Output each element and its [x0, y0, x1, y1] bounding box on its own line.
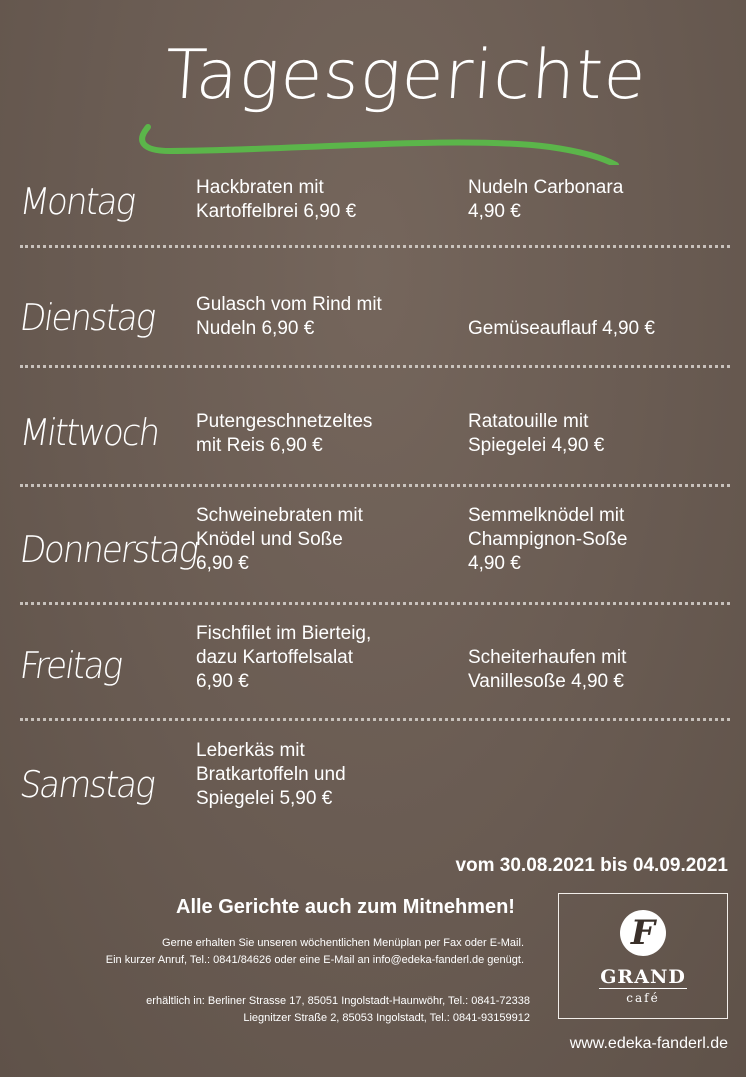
green-swoosh: [130, 85, 630, 165]
dish-main-line: Fischfilet im Bierteig,: [196, 623, 372, 644]
dish-main-line: dazu Kartoffelsalat: [196, 647, 354, 668]
info-line-1: Gerne erhalten Sie unseren wöchentlichen Menüplan per Fax oder E-Mail.: [162, 937, 524, 949]
dish-vegetarian: [468, 504, 728, 576]
dotted-divider: [20, 718, 730, 721]
dish-main-line: Hackbraten mit: [196, 177, 324, 198]
logo-emblem-icon: F: [620, 910, 666, 956]
dish-vegetarian: [468, 176, 728, 224]
dish-vegetarian-line: Semmelknödel mit: [468, 505, 625, 526]
grand-cafe-logo: [558, 893, 728, 1019]
dish-main-line: Kartoffelbrei 6,90 €: [196, 201, 357, 222]
info-block: [44, 935, 524, 969]
day-name: Freitag: [16, 644, 125, 688]
dish-main-line: Putengeschnetzeltes: [196, 411, 373, 432]
dish-vegetarian-line: Champignon-Soße: [468, 529, 628, 550]
dish-main: [196, 176, 446, 224]
dish-main-line: 6,90 €: [196, 671, 249, 692]
day-name: Dienstag: [16, 296, 158, 340]
dish-vegetarian-line: 4,90 €: [468, 553, 521, 574]
dish-main: [196, 504, 446, 576]
dotted-divider: [20, 245, 730, 248]
address-block: [10, 993, 530, 1027]
dish-vegetarian-line: Gemüseauflauf 4,90 €: [468, 318, 655, 339]
logo-subtitle: café: [626, 991, 660, 1005]
address-line-1: erhältlich in: Berliner Strasse 17, 85051 Ingolstadt-Haunwöhr, Tel.: 0841-72338: [146, 995, 530, 1007]
logo-divider: [599, 988, 687, 989]
dish-main-line: Knödel und Soße: [196, 529, 343, 550]
dish-vegetarian-line: Nudeln Carbonara: [468, 177, 624, 198]
dotted-divider: [20, 602, 730, 605]
dotted-divider: [20, 484, 730, 487]
day-name: Donnerstag: [16, 528, 201, 572]
dish-main-line: Nudeln 6,90 €: [196, 318, 315, 339]
dish-vegetarian: [468, 317, 728, 341]
dish-vegetarian: [468, 410, 728, 458]
day-name: Mittwoch: [16, 411, 162, 455]
dish-main-line: Schweinebraten mit: [196, 505, 363, 526]
day-name: Samstag: [16, 763, 157, 807]
takeaway-note: Alle Gerichte auch zum Mitnehmen!: [176, 896, 515, 918]
info-line-2: Ein kurzer Anruf, Tel.: 0841/84626 oder eine E-Mail an info@edeka-fanderl.de genügt.: [105, 954, 524, 966]
dish-main-line: mit Reis 6,90 €: [196, 435, 323, 456]
dish-main: [196, 293, 446, 341]
address-line-2: Liegnitzer Straße 2, 85053 Ingolstadt, Tel.: 0841-93159912: [243, 1012, 530, 1024]
dish-main: [196, 410, 446, 458]
dish-main-line: Bratkartoffeln und: [196, 764, 346, 785]
dish-vegetarian-line: Ratatouille mit: [468, 411, 589, 432]
dish-vegetarian-line: Spiegelei 4,90 €: [468, 435, 605, 456]
dish-vegetarian-line: Vanillesoße 4,90 €: [468, 671, 624, 692]
dish-main: [196, 622, 446, 694]
website-link[interactable]: www.edeka-fanderl.de: [569, 1035, 728, 1052]
title-block: [130, 30, 650, 165]
dish-vegetarian: [468, 646, 728, 694]
logo-name: GRAND: [600, 966, 686, 988]
dish-vegetarian-line: 4,90 €: [468, 201, 521, 222]
dish-main-line: 6,90 €: [196, 553, 249, 574]
dotted-divider: [20, 365, 730, 368]
dish-vegetarian-line: Scheiterhaufen mit: [468, 647, 627, 668]
page-title: Tagesgerichte: [162, 36, 650, 115]
dish-main: [196, 739, 446, 811]
dish-main-line: Gulasch vom Rind mit: [196, 294, 382, 315]
day-name: Montag: [16, 180, 138, 224]
date-range: vom 30.08.2021 bis 04.09.2021: [455, 855, 728, 876]
dish-main-line: Leberkäs mit: [196, 740, 305, 761]
dish-main-line: Spiegelei 5,90 €: [196, 788, 333, 809]
